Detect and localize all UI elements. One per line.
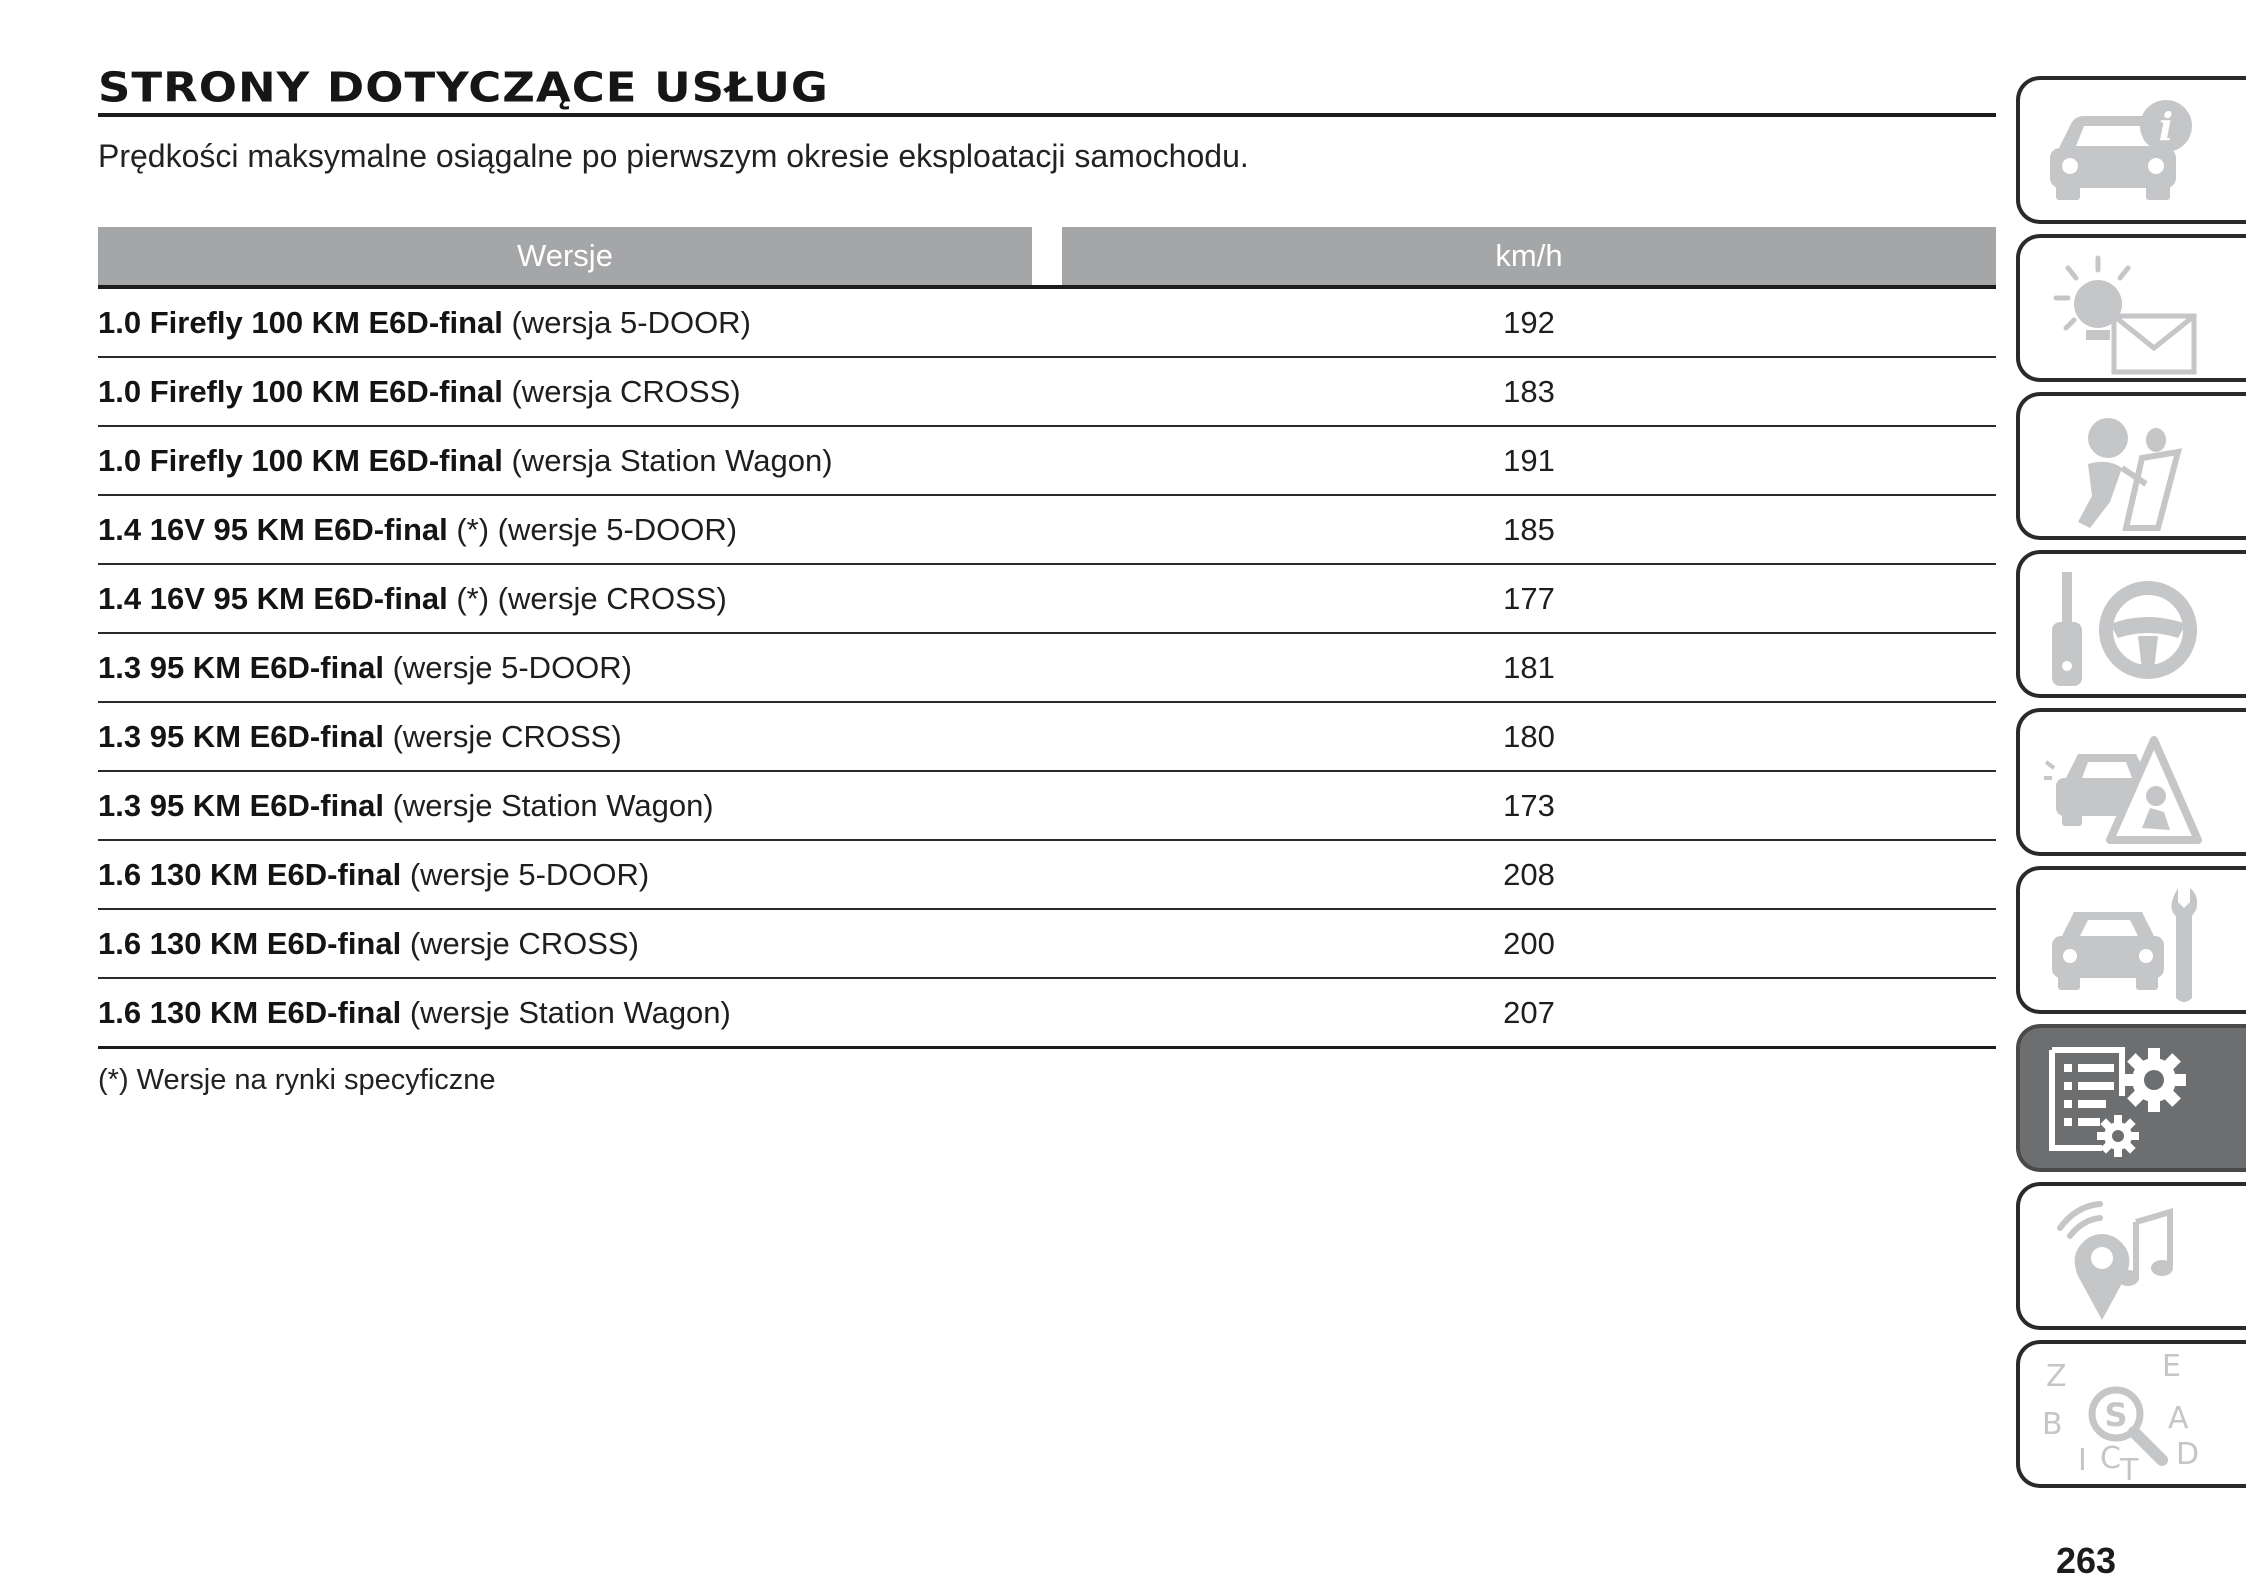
- page-title: STRONY DOTYCZĄCE USŁUG: [98, 62, 829, 112]
- passenger-airbag-icon: [2038, 404, 2208, 536]
- column-header-gap: [1032, 227, 1062, 287]
- table-row: [98, 840, 1996, 909]
- tab-technical-data[interactable]: [2016, 1024, 2246, 1172]
- version-note: (*) (wersje CROSS): [447, 580, 727, 616]
- table-row: [98, 564, 1996, 633]
- max-speed-cell: 183: [1062, 357, 1996, 426]
- table-row: [98, 771, 1996, 840]
- engine-name: 1.4 16V 95 KM E6D-final: [98, 511, 448, 547]
- index-letter-a: A: [2168, 1401, 2189, 1436]
- table-row: [98, 426, 1996, 495]
- max-speed-cell: 181: [1062, 633, 1996, 702]
- index-letter-c: C: [2100, 1441, 2121, 1476]
- engine-name: 1.3 95 KM E6D-final: [98, 718, 384, 754]
- max-speed-cell: 191: [1062, 426, 1996, 495]
- version-note: (*) (wersje 5-DOOR): [447, 511, 738, 547]
- engine-name: 1.6 130 KM E6D-final: [98, 925, 402, 961]
- engine-name: 1.6 130 KM E6D-final: [98, 856, 402, 892]
- max-speed-cell: 177: [1062, 564, 1996, 633]
- svg-text:i: i: [2158, 104, 2174, 149]
- tab-knowing-the-car[interactable]: [2016, 76, 2246, 224]
- index-letter-e: E: [2162, 1352, 2181, 1384]
- column-header-version: Wersje: [98, 227, 1032, 287]
- svg-text:S: S: [2104, 1396, 2128, 1434]
- max-speed-table: [98, 227, 1996, 1049]
- engine-name: 1.0 Firefly 100 KM E6D-final: [98, 373, 503, 409]
- version-cell: [98, 357, 1062, 426]
- page-number: 263: [2056, 1540, 2117, 1581]
- version-cell: [98, 978, 1062, 1048]
- version-note: (wersje Station Wagon): [401, 994, 731, 1030]
- car-hazard-triangle-icon: [2038, 720, 2208, 852]
- page-subtitle: Prędkości maksymalne osiągalne po pierwszym okresie eksploatacji samochodu.: [98, 138, 1249, 174]
- key-steering-wheel-icon: [2038, 562, 2208, 694]
- table-row: [98, 287, 1996, 357]
- table-row: [98, 357, 1996, 426]
- version-note: (wersja 5-DOOR): [502, 304, 751, 340]
- version-cell: [98, 564, 1062, 633]
- version-note: (wersja Station Wagon): [502, 442, 833, 478]
- version-cell: [98, 287, 1062, 357]
- title-rule: [98, 113, 1996, 117]
- max-speed-cell: 200: [1062, 909, 1996, 978]
- engine-name: 1.0 Firefly 100 KM E6D-final: [98, 304, 503, 340]
- version-note: (wersje CROSS): [383, 718, 622, 754]
- max-speed-cell: 185: [1062, 495, 1996, 564]
- car-maintenance-wrench-icon: [2038, 878, 2208, 1010]
- engine-name: 1.3 95 KM E6D-final: [98, 787, 384, 823]
- version-cell: [98, 633, 1062, 702]
- max-speed-cell: 208: [1062, 840, 1996, 909]
- engine-name: 1.3 95 KM E6D-final: [98, 649, 384, 685]
- version-note: (wersje Station Wagon): [383, 787, 714, 823]
- engine-name: 1.0 Firefly 100 KM E6D-final: [98, 442, 503, 478]
- index-letter-z: Z: [2046, 1359, 2067, 1394]
- tab-safety[interactable]: [2016, 392, 2246, 540]
- version-cell: [98, 840, 1062, 909]
- multimedia-music-icon: [2038, 1194, 2208, 1326]
- table-row: [98, 633, 1996, 702]
- column-header-speed: km/h: [1062, 227, 1996, 287]
- max-speed-cell: 207: [1062, 978, 1996, 1048]
- version-cell: [98, 909, 1062, 978]
- table-body: [98, 287, 1996, 1048]
- index-letter-t: T: [2120, 1453, 2139, 1484]
- tab-multimedia[interactable]: [2016, 1182, 2246, 1330]
- technical-data-gears-icon: [2038, 1036, 2208, 1168]
- alphabetical-index-search-icon: [2038, 1352, 2208, 1484]
- tab-maintenance[interactable]: [2016, 866, 2246, 1014]
- tab-starting-driving[interactable]: [2016, 550, 2246, 698]
- car-info-icon: [2038, 88, 2208, 220]
- version-note: (wersje CROSS): [401, 925, 639, 961]
- footnote: (*) Wersje na rynki specyficzne: [98, 1064, 496, 1096]
- engine-name: 1.4 16V 95 KM E6D-final: [98, 580, 448, 616]
- index-letter-d: D: [2176, 1437, 2200, 1472]
- table-row: [98, 702, 1996, 771]
- version-note: (wersje 5-DOOR): [383, 649, 632, 685]
- engine-name: 1.6 130 KM E6D-final: [98, 994, 402, 1030]
- version-cell: [98, 426, 1062, 495]
- version-cell: [98, 495, 1062, 564]
- warning-light-message-icon: [2038, 246, 2208, 378]
- index-letter-b: B: [2042, 1407, 2063, 1442]
- max-speed-cell: 180: [1062, 702, 1996, 771]
- version-cell: [98, 702, 1062, 771]
- version-note: (wersja CROSS): [502, 373, 741, 409]
- index-letter-i: I: [2078, 1443, 2087, 1478]
- max-speed-cell: 192: [1062, 287, 1996, 357]
- max-speed-cell: 173: [1062, 771, 1996, 840]
- version-cell: [98, 771, 1062, 840]
- table-row: [98, 909, 1996, 978]
- tab-index[interactable]: [2016, 1340, 2246, 1488]
- version-note: (wersje 5-DOOR): [401, 856, 650, 892]
- table-header-row: [98, 227, 1996, 287]
- table-row: [98, 495, 1996, 564]
- tab-dashboard-lights[interactable]: [2016, 234, 2246, 382]
- table-row: [98, 978, 1996, 1048]
- tab-emergency[interactable]: [2016, 708, 2246, 856]
